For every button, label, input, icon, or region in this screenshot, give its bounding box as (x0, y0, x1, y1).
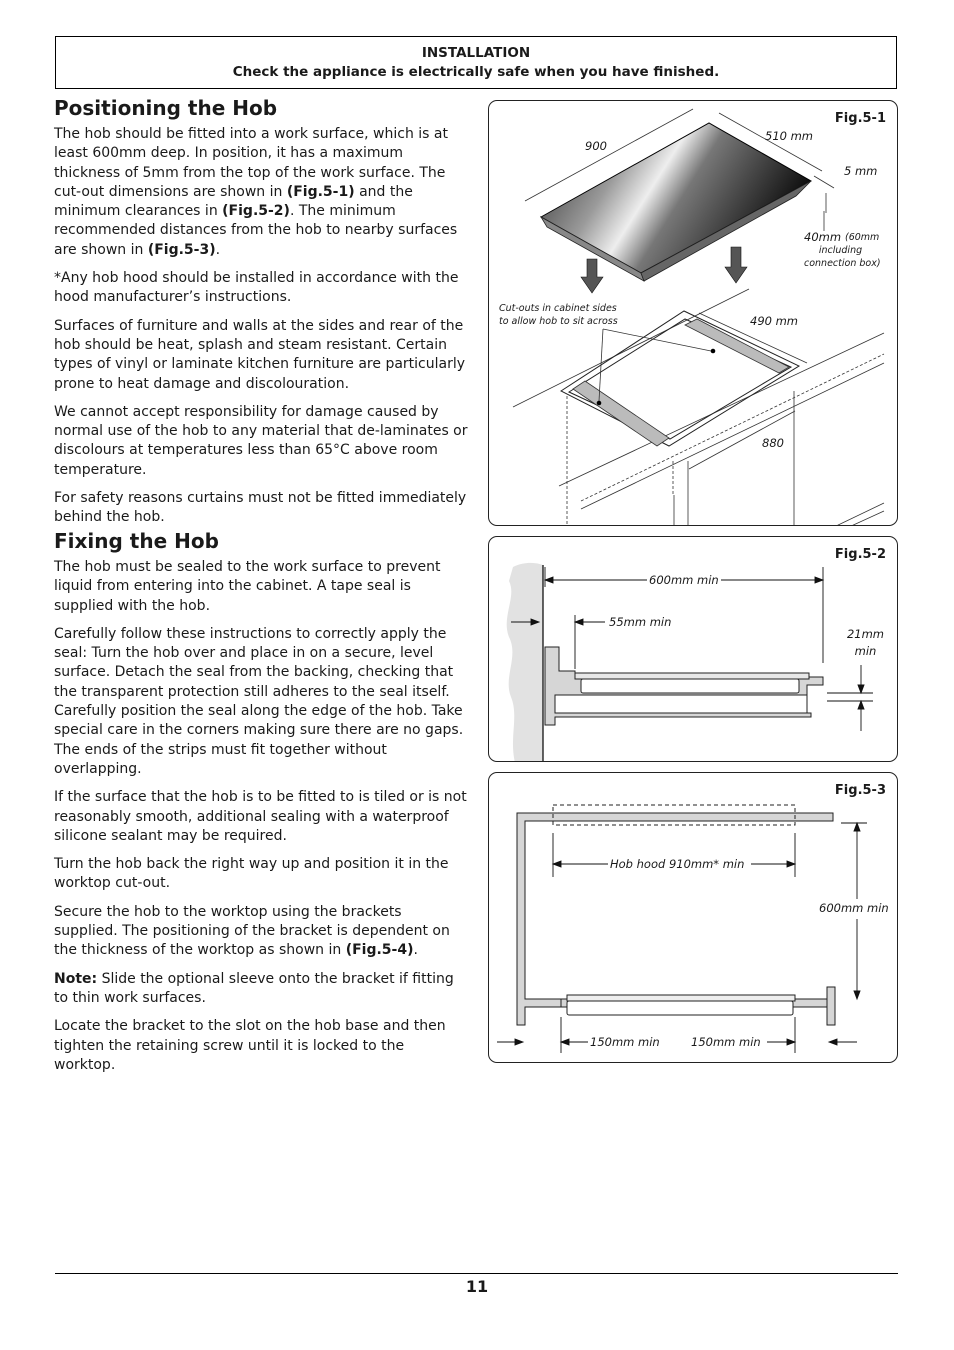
positioning-paragraph-5: For safety reasons curtains must not be fitted immediately behind the hob. (54, 490, 467, 526)
dimension-600mm-min-label: 600mm min (649, 573, 719, 587)
figure-5-3 (488, 772, 898, 1063)
cutouts-note-line-1: Cut-outs in cabinet sides (499, 303, 617, 314)
dimension-40mm-note-2: including (818, 245, 863, 256)
figure-5-3-label: Fig.5-3 (834, 783, 886, 798)
positioning-paragraph-2: *Any hob hood should be installed in accordance with the hood manufacturer’s instructions. (54, 270, 459, 306)
dimension-490-label: 490 mm (750, 314, 799, 328)
fixing-section (54, 529, 468, 1084)
dimension-hob-hood-label: Hob hood 910mm* min (610, 857, 745, 871)
dimension-900-label: 900 (585, 139, 607, 153)
fixing-paragraph-6: Note: Slide the optional sleeve onto the bracket if fitting to thin work surfaces. (54, 970, 454, 1006)
dimension-150mm-left-label: 150mm min (590, 1035, 660, 1049)
dimension-55mm-min-label: 55mm min (609, 615, 672, 629)
fixing-paragraph-7: Locate the bracket to the slot on the hob base and then tighten the retaining screw until it is locked to the worktop. (54, 1018, 446, 1073)
figure-5-1 (488, 100, 898, 526)
page-number: 11 (465, 1277, 489, 1296)
dimension-5mm-label: 5 mm (844, 164, 878, 178)
banner-subtitle: Check the appliance is electrically safe when you have finished. (232, 64, 720, 80)
positioning-section (54, 96, 468, 537)
figure-5-3-drawing (489, 773, 898, 1063)
figure-5-2 (488, 536, 898, 762)
installation-banner (55, 36, 897, 89)
dimension-21mm-min-label: min (854, 644, 877, 658)
banner-title: INSTALLATION (421, 45, 531, 61)
fixing-heading: Fixing the Hob (54, 529, 219, 553)
positioning-paragraph-4: We cannot accept responsibility for damage caused by normal use of the hob to any material that de-laminates or discolours at temperatures less than 65°C above room temperature. (54, 403, 468, 478)
fixing-paragraph-4: Turn the hob back the right way up and position it in the worktop cut-out. (54, 856, 449, 892)
footer-rule (55, 1273, 898, 1274)
dimension-600mm-min-label: 600mm min (819, 901, 889, 915)
fixing-paragraph-2: Carefully follow these instructions to correctly apply the seal: Turn the hob over and place in on a secure, level surface. Detach the seal from the backing, checking that the transparent protection still adheres to the seal itself. Carefully position the seal along the edge of the hob. Take special care in the corners making sure there are no gaps. The ends of the strips must fit together without overlapping. (54, 625, 464, 777)
positioning-heading: Positioning the Hob (54, 96, 278, 120)
dimension-880-label: 880 (762, 436, 784, 450)
figure-5-1-label: Fig.5-1 (834, 111, 886, 126)
dimension-40mm-label: 40mm (804, 230, 842, 244)
positioning-paragraph-3: Surfaces of furniture and walls at the sides and rear of the hob should be heat, splash and steam resistant. Certain types of vinyl or laminate kitchen furniture are particularly prone to heat damage and discolouration. (54, 317, 466, 392)
dimension-150mm-right-label: 150mm min (691, 1035, 761, 1049)
fixing-paragraph-3: If the surface that the hob is to be fitted to is tiled or is not reasonably smooth, additional sealing with a waterproof silicone sealant may be required. (54, 789, 467, 844)
positioning-paragraph-1: The hob should be fitted into a work surface, which is at least 600mm deep. In position, it has a maximum thickness of 5mm from the top of the work surface. The cut-out dimensions are shown in (Fig.5-1) and the minimum clearances in (Fig.5-2). The minimum recommended distances from the hob to nearby surfaces are shown in (Fig.5-3). (54, 126, 458, 258)
figure-5-2-drawing (489, 537, 898, 762)
cutouts-note-line-2: to allow hob to sit across (499, 316, 618, 327)
dimension-21mm-label: 21mm (846, 627, 885, 641)
fixing-paragraph-5: Secure the hob to the worktop using the brackets supplied. The positioning of the bracket is dependent on the thickness of the worktop as shown in (Fig.5-4). (54, 903, 450, 959)
dimension-510-label: 510 mm (765, 129, 814, 143)
dimension-40mm-note-1: (60mm (845, 232, 880, 243)
dimension-40mm-note-3: connection box) (804, 258, 881, 269)
fixing-paragraph-1: The hob must be sealed to the work surface to prevent liquid from entering into the cabinet. A tape seal is supplied with the hob. (54, 559, 441, 614)
figure-5-2-label: Fig.5-2 (834, 547, 886, 562)
